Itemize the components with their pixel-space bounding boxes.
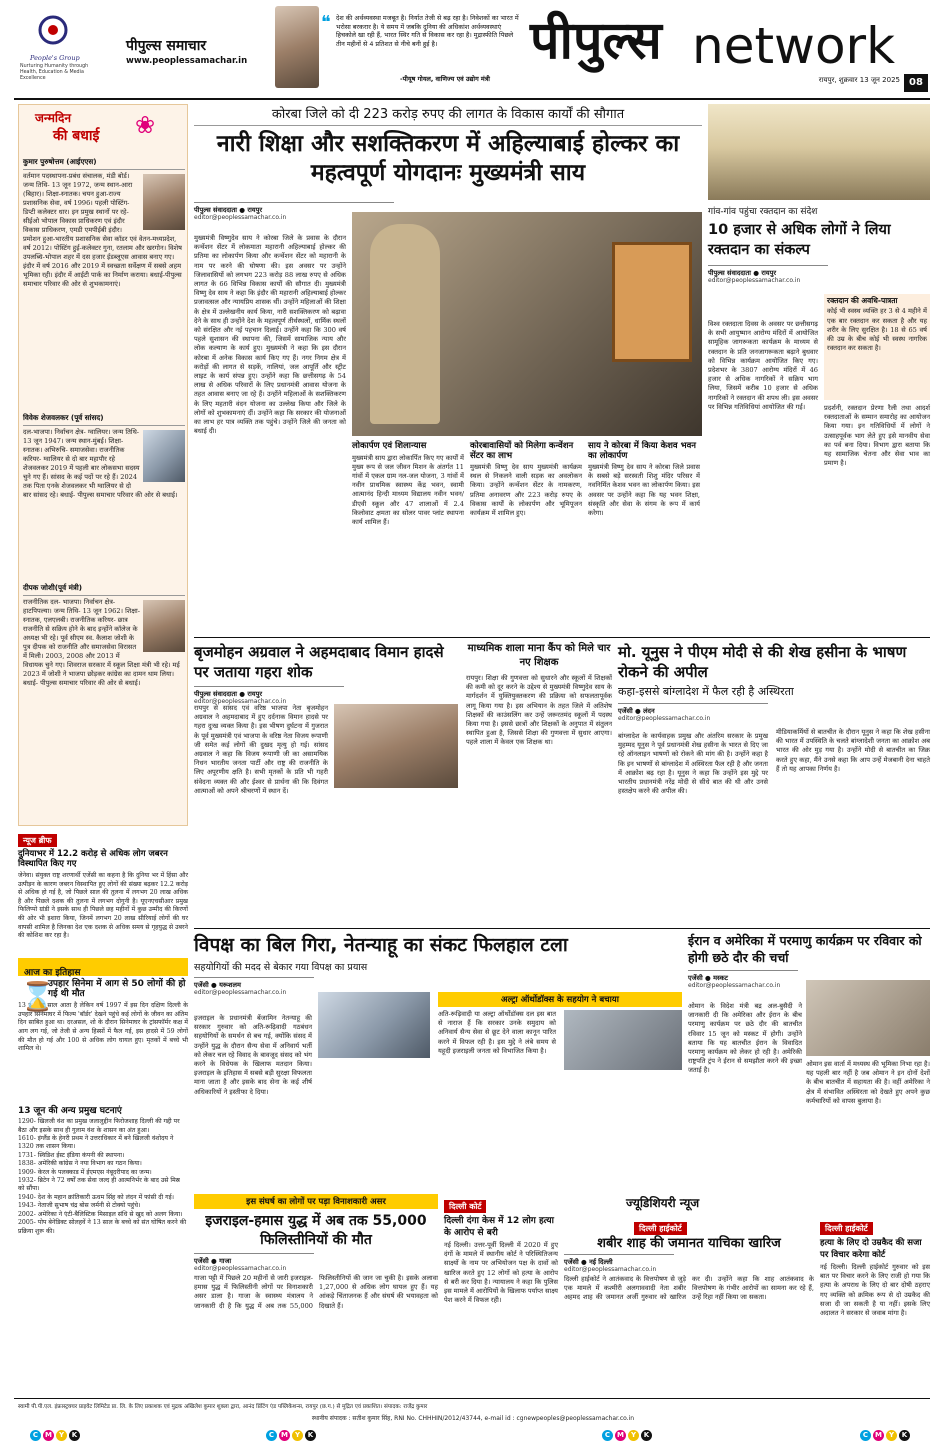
- israel-subhead: अल्ट्रा ऑर्थोडॉक्स के सहयोग ने बचाया: [438, 992, 682, 1007]
- byline-city: गाजा: [219, 1257, 232, 1265]
- court-headline: शबीर शाह की जमानत याचिका खारिज: [597, 1236, 781, 1251]
- quote-author: -पीयूष गोयल, वाणिज्य एवं उद्योग मंत्री: [400, 75, 490, 83]
- sub3-headline: साय ने कोरबा में किया केशव भवन का लोकार्पण: [588, 441, 697, 461]
- israel-kicker: सहयोगियों की मदद से बेकार गया विपक्ष का प्रयास: [194, 962, 368, 973]
- byline-city: रायपुर: [247, 690, 263, 698]
- blood-headline: 10 हजार से अधिक लोगों ने लिया रक्तदान का संकल्प: [708, 222, 891, 258]
- history-event-item: 1932- ब्रिटेन ने 72 वर्षों तक सेवा जल्द ही आत्मनिर्भर के बाद उसे मिस्र को सौंपा।: [18, 1177, 180, 1193]
- byline-name: पीपुल्स संवाददाता: [194, 206, 238, 214]
- blood-kicker: गांव-गांव पहुंचा रक्तदान का संदेश: [708, 207, 818, 217]
- iran-headline: ईरान व अमेरिका में परमाणु कार्यक्रम पर रविवार को होगी छठे दौर की चर्चा: [688, 933, 922, 965]
- birthday-header: [23, 109, 183, 153]
- registration-marks-right: [860, 1430, 910, 1441]
- minister-photo: [275, 6, 319, 88]
- israel-text: इजराइल के प्रधानमंत्री बेंजामिन नेतन्याहू की सरकार गुरुवार को अति-रूढ़िवादी गठबंधन सहयोगियों के समर्थन से बच गई, क्योंकि संसद में उन्होंने युद्ध के दौरान सैन्य सेवा में अनिवार्य भर्ती को लेकर चल रहे विवाद के बावजूद संसद को भंग करने के विधेयक के खिलाफ मतदान किया। इजराइल के इतिहास में सबसे बड़ी सुरक्षा विफलता माना जाता है और इसके बाद सेना के कई शीर्ष अधिकारियों ने इस्तीफा दे दिया।: [194, 1014, 312, 1096]
- byline-city: लंदन: [643, 707, 655, 715]
- minister-quote: देश की अर्थव्यवस्था मजबूत है। निर्यात तेजी से बढ़ रहा है। निवेशकों का भारत में भरोसा बरकरार है। ये समय में जबकि दुनिया की अधिकांश अर्थव्यवस्थाएं हिचकोले खा रही हैं, भारत स्थिर गति से विकास कर रहा है। मुद्रास्फीति पिछले तीन महीनों से 4 प्रतिशत से नीचे बनी हुई है।: [336, 14, 519, 48]
- netanyahu-photo: [318, 992, 430, 1058]
- history-headline: उपहार सिनेमा में आग से 50 लोगों की हो गई थी मौत: [48, 979, 186, 1000]
- israel-byline: एजेंसी ● यरूशलम: [194, 977, 314, 989]
- lead-statue-photo: [352, 212, 702, 436]
- history-event-item: 1940- देश के महान क्रांतिकारी ऊधम सिंह को लंदन में फांसी दी गई।: [18, 1193, 174, 1201]
- black-dot: K: [899, 1430, 910, 1441]
- cyan-dot: C: [860, 1430, 871, 1441]
- statue-shape: [370, 224, 440, 424]
- lead-story: [194, 104, 702, 634]
- masthead-rule: [14, 98, 930, 100]
- group-logo-icon: [36, 14, 70, 54]
- yunus-text-2: मीडियाकर्मियों से बातचीत के दौरान यूनुस ने कहा कि शेख हसीना की भारत में उपस्थिति के चलते बांग्लादेशी जनता का आक्रोश अब भारत की ओर मुड़ गया है। उन्होंने मोदी से बातचीत का जिक्र करते हुए कहा, मैंने उनसे कहा कि आप उन्हें मेजबानी देना चाहते हैं तो यह आपका निर्णय है।: [776, 728, 930, 773]
- balloon-icon: ❀: [135, 111, 156, 139]
- birthday-column: [18, 104, 188, 826]
- yunus-kicker: कहा-इससे बांग्लादेश में फैल रही है अस्थिरता: [618, 685, 794, 698]
- brij-story: [194, 642, 460, 926]
- judiciary-item-3: [820, 1216, 930, 1396]
- history-event-item: 1909- केरल के पलक्काड में ईएमएस नंबूदरीपाद का जन्म।: [18, 1168, 152, 1176]
- person-name: कुमार पुरुषोत्तम (आईएएस): [23, 157, 185, 170]
- blood-box: [824, 294, 930, 400]
- group-logo: [36, 14, 70, 54]
- yunus-byline: एजेंसी ● लंदन: [618, 703, 768, 715]
- magenta-dot: M: [873, 1430, 884, 1441]
- yellow-dot: Y: [886, 1430, 897, 1441]
- sub1-headline: लोकार्पण एवं शिलान्यास: [352, 441, 427, 451]
- judiciary-label: ज्यूडिशियरी न्यूज: [626, 1196, 700, 1210]
- hourglass-icon: ⌛: [20, 980, 55, 1013]
- group-tagline: Nurturing Humanity through Health, Education & Media Excellence: [20, 64, 89, 81]
- blood-photo: [708, 104, 930, 200]
- birthday-header-line1: जन्मदिन: [35, 111, 72, 125]
- magenta-dot: M: [43, 1430, 54, 1441]
- sub1-text: मुख्यमंत्री साय द्वारा लोकार्पित किए गए कार्यों में मुख्य रूप से जल जीवन मिशन के अंतर्गत 11 गांवों में एकल ग्राम नल-जल योजना, 3 गांवों में नवीन प्राथमिक स्वास्थ्य केंद्र भवन, स्वामी आत्मानंद हिन्दी माध्यम विद्यालय नवीन भवन/डीएवी स्कूल और 47 शालाओं में 2.4 किलोवाट क्षमता का सोलर पावर प्लांट स्थापना कार्य शामिल हैं।: [352, 453, 464, 526]
- court-text: दिल्ली हाईकोर्ट ने आतंकवाद के वित्तपोषण से जुड़े एक मामले में कश्मीरी अलगाववादी नेता शबीर अहमद शाह की जमानत अर्जी गुरुवार को खारिज कर दी। उन्होंने कहा कि शाह आतंकवाद के वित्तपोषण के गंभीर आरोपों का सामना कर रहे हैं, उन्हें रिहा नहीं किया जा सकता।: [564, 1274, 814, 1301]
- lead-sub-2: [470, 442, 582, 632]
- footer-rule: [14, 1398, 930, 1399]
- magenta-dot: M: [615, 1430, 626, 1441]
- sub3-text: मुख्यमंत्री विष्णु देव साय ने कोरबा जिले प्रवास के सबसे बड़े सरस्वती शिशु मंदिर परिसर में नवनिर्मित केशव भवन का लोकार्पण किया। इस अवसर पर उन्होंने कहा कि यह भवन शिक्षा, संस्कृति और सेवा के संगम के रूप में कार्य करेगा।: [588, 463, 700, 518]
- news-brief-headline: दुनियाभर में 12.2 करोड़ से अधिक लोग जबरन विस्थापित किए गए: [18, 849, 168, 869]
- paper-name: पीपुल्स समाचार: [126, 38, 207, 54]
- person-bio: वर्तमान पदस्थापना-प्रबंध संचालक, मंडी बोर्ड। जन्म तिथि- 13 जून 1972, जन्म स्थान-आरा (बिहार)। शिक्षा-स्नातक। चयन हुआ-राज्य प्रशासनिक सेवा, वर्ष 1996। पहली पोस्टिंग- डिप्टी कलेक्टर धार। इन प्रमुख स्थानों पर रहे- सीईओ भोपाल विकास प्राधिकरण एवं इंदौर विकास प्राधिकरण, एमडी एमपीईबी इंदौर। प्रमोशन हुआ-भारतीय प्रशासनिक सेवा कॉडर एवं वेतन-मध्यप्रदेश, वर्ष 2012। पोस्टिंग हुई-कलेक्टर गुना, रतलाम और खरगोन। विशेष उपलब्धि-भोपाल शहर में दस हजार ईडब्लूएस आवास बनाए गए। इंदौर में वर्ष 2016 और 2019 में स्वच्छता सर्वेक्षण में सबसे अहम भूमिका रही। इंदौर में आईटी पार्क का निर्माण कराया। बधाई-पीपुल्स समाचार परिवार की ओर से शुभकामनाएं।: [23, 172, 182, 288]
- cyan-dot: C: [30, 1430, 41, 1441]
- byline-name: एजेंसी: [194, 981, 209, 989]
- person-photo: [143, 600, 185, 652]
- blood-box-title: रक्तदान की अवधि-पात्रता: [827, 296, 898, 305]
- rule-mid-2: [194, 928, 930, 929]
- blood-email: editor@peoplessamachar.co.in: [708, 277, 801, 284]
- registration-marks-left: [30, 1430, 80, 1441]
- history-label: आज का इतिहास: [24, 968, 81, 978]
- brij-photo: [334, 704, 458, 788]
- history-event-item: 1610- इंग्लैंड के हेनरी प्रथम ने उत्तराधिकार में बने खिलजी वंशोदय ने 1320 तक शासन किया।: [18, 1135, 174, 1151]
- sub2-headline: कोरबावासियों को मिलेगा कन्वेंशन सेंटर का लाभ: [470, 441, 574, 461]
- judiciary-item-2: [564, 1216, 814, 1396]
- yunus-story: [618, 642, 930, 926]
- history-text: 13 जून हर साल आता है लेकिन वर्ष 1997 में इस दिन दक्षिण दिल्ली के उपहार सिनेमाघर में फिल्म 'बॉर्डर' देखने पहुंचे कई लोगों के जीवन का अंतिम दिन साबित हुआ था। दरअसल, शो के दौरान सिनेमाघर के ट्रांसफॉर्मर कक्ष में आग लग गई, जो तेजी से अन्य हिस्सों में फैल गई, इस हादसे में 59 लोगों की मौत हो गई और 100 से अधिक लोग घायल हुए। मृतकों में बच्चे भी शामिल थे।: [18, 1002, 188, 1053]
- school-headline: माध्यमिक शाला माना कैंप को मिले चार नए शिक्षक: [467, 643, 611, 668]
- israel-side-photo: [564, 1010, 682, 1070]
- lead-byline: पीपुल्स संवाददाता ● रायपुर: [194, 202, 394, 214]
- israel-story: [194, 932, 682, 1190]
- history-event-item: 1731- स्विडिश ईस्ट इंडिया कंपनी की स्थापना।: [18, 1151, 125, 1159]
- cyan-dot: C: [266, 1430, 277, 1441]
- person-photo: [143, 430, 185, 482]
- history-event-item: 1943- नेताजी सुभाष चंद्र बोस जर्मनी से टोक्यो पहुंचे।: [18, 1202, 141, 1210]
- website: www.peoplessamachar.in: [126, 56, 248, 66]
- dateline: रायपुर, शुक्रवार 13 जून 2025: [818, 76, 900, 84]
- court-headline: दिल्ली दंगा केस में 12 लोग हत्या के आरोप से बरी: [444, 1216, 554, 1238]
- iran-email: editor@peoplessamachar.co.in: [688, 982, 781, 989]
- history-events: [18, 1118, 188, 1348]
- footer-line-2: स्थानीय संपादक : सतीश कुमार सिंह, RNI No. CHHHIN/2012/43744, e-mail id : cgnewpeoples@peoplessamachar.co.in: [311, 1415, 635, 1422]
- yunus-text: बांग्लादेश के कार्यवाहक प्रमुख और अंतरिम सरकार के प्रमुख मुहम्मद यूनुस ने पूर्व प्रधानमंत्री शेख हसीना के भारत से दिए जा रहे ऑनलाइन भाषणों को रोकने की मांग की है। उन्होंने कहा है कि इन भाषणों से बांग्लादेश में अस्थिरता फैल रही है और जनता में आक्रोश बढ़ रहा है। यूनुस ने कहा कि उन्होंने इस मुद्दे पर भारतीय प्रधानमंत्री नरेंद्र मोदी से सीधे बात की थी और उनसे हस्तक्षेप करने की अपील की।: [618, 732, 768, 796]
- court-label: दिल्ली हाईकोर्ट: [820, 1222, 873, 1235]
- cyan-dot: C: [602, 1430, 613, 1441]
- iran-text-2: ओमान इस वार्ता में मध्यस्थ की भूमिका निभा रहा है। यह पहली बार नहीं है जब ओमान ने इन दोनों देशों के बीच बातचीत में सहायता की है। वहीं अमेरिका ने क्षेत्र में संभावित अस्थिरता को देखते हुए अपने कुछ कर्मचारियों को वापस बुलाया है।: [806, 1060, 930, 1105]
- blood-story: [708, 104, 930, 634]
- blood-byline: पीपुल्स संवाददाता ● रायपुर: [708, 265, 828, 277]
- school-text: रायपुर। शिक्षा की गुणवत्ता को सुधारने और स्कूलों में शिक्षकों की कमी को दूर करने के उद्देश्य से मुख्यमंत्री विष्णुदेव साय के मार्गदर्शन में युक्तियुक्तकरण की प्रक्रिया को सफलतापूर्वक लागू किया गया है। इस अभियान के तहत जिले में अतिशेष शिक्षकों की काउंसलिंग कर उन्हें जरूरतमंद स्कूलों में पदस्थ किया गया है। इससे छात्रों और शिक्षकों के अनुपात में संतुलन स्थापित हुआ है, जिससे शिक्षा की गुणवत्ता में सुधार आएगा। पहले शाला में केवल एक शिक्षक था।: [466, 674, 612, 747]
- byline-city: रायपुर: [761, 269, 777, 277]
- gaza-email: editor@peoplessamachar.co.in: [194, 1265, 287, 1272]
- black-dot: K: [641, 1430, 652, 1441]
- quote-mark-icon: ❝: [321, 12, 331, 33]
- black-dot: K: [305, 1430, 316, 1441]
- news-brief: [18, 828, 188, 948]
- court-byline: एजेंसी ● नई दिल्ली: [564, 1254, 674, 1266]
- lead-email: editor@peoplessamachar.co.in: [194, 214, 287, 221]
- network-title-hindi: पीपुल्स: [530, 11, 662, 71]
- history-box: [18, 958, 188, 1235]
- history-event-item: 1290- खिलजी वंश का प्रमुख जलालुद्दीन फिरोजशाह दिल्ली की गद्दी पर बैठा और इसके साथ ही गुलाम वंश के शासन का अंत हुआ।: [18, 1118, 180, 1134]
- iran-text: ओमान के विदेश मंत्री बद्र अल-बुसैदी ने जानकारी दी कि अमेरिका और ईरान के बीच परमाणु कार्यक्रम पर छठे दौर की बातचीत रविवार 15 जून को मस्कट में होगी। उन्होंने बताया कि यह बातचीत ईरान के विवादित परमाणु कार्यक्रम को लेकर हो रही है। अमेरिकी राष्ट्रपति ट्रंप ने ईरान से समझौता करने की इच्छा जताई है।: [688, 1002, 802, 1075]
- gaza-story: [194, 1194, 438, 1396]
- iran-byline: एजेंसी ● मस्कट: [688, 970, 798, 982]
- history-event-item: 2005- पोप बेनेडिक्ट सोलहवें ने 13 साल के बच्चे को संत घोषित करने की प्रक्रिया शुरू की।: [18, 1219, 187, 1235]
- gaza-headline: इजराइल-हमास युद्ध में अब तक 55,000 फिलिस्तीनियों की मौत: [205, 1213, 427, 1248]
- court-label: दिल्ली कोर्ट: [444, 1200, 486, 1213]
- group-name: People's Group: [30, 54, 80, 62]
- hall-painting: [612, 242, 692, 362]
- birthday-person-3: [23, 583, 185, 795]
- person-bio: राजनीतिक दल- भाजपा। निर्वाचन क्षेत्र-हाटपिपल्या। जन्म तिथि- 13 जून 1962। शिक्षा- स्नातक, एलएलबी। राजनीतिक करियर- छात्र राजनीति से सक्रिय होने के बाद इन्होंने कॉलेज के अध्यक्ष भी रहे। पूर्व सीएम स्व. कैलाश जोशी के पुत्र दीपक को राजनीति और समाजसेवा विरासत में मिली। 2003, 2008 और 2013 में विधायक चुने गए। शिवराज सरकार में स्कूल शिक्षा मंत्री भी रहे। मई 2023 में जोशी ने भाजपा छोड़कर कांग्रेस का दामन थाम लिया। बधाई- पीपुल्स समाचार परिवार की ओर से बधाई।: [23, 598, 180, 687]
- byline-name: पीपुल्स संवाददाता: [194, 690, 238, 698]
- blood-box-text: कोई भी स्वस्थ व्यक्ति हर 3 से 4 महीने में एक बार रक्तदान कर सकता है और यह शरीर के लिए सुरक्षित है। 18 से 65 वर्ष की उम्र के बीच कोई भी स्वस्थ नागरिक रक्तदान कर सकता है।: [827, 307, 927, 353]
- sub2-text: मुख्यमंत्री विष्णु देव साय मुख्यमंत्री कार्यक्रम स्थल से निकलने वाली सड़क का अवलोकन किया। उन्होंने कन्वेंशन सेंटर के नामकरण, प्रतिमा अनावरण और 223 करोड़ रुपए के विकास कार्यों के लोकार्पण और भूमिपूजन कार्यक्रम में शामिल हुए।: [470, 463, 582, 518]
- byline-city: यरूशलम: [219, 981, 241, 989]
- registration-marks-mid-left: [266, 1430, 316, 1441]
- byline-name: एजेंसी: [688, 974, 703, 982]
- news-brief-label: न्यूज ब्रीफ: [18, 834, 57, 847]
- judiciary-item-1: [444, 1194, 558, 1396]
- brij-email: editor@peoplessamachar.co.in: [194, 698, 287, 705]
- black-dot: K: [69, 1430, 80, 1441]
- brij-headline: बृजमोहन अग्रवाल ने अहमदाबाद विमान हादसे पर जताया गहरा शोक: [194, 643, 444, 681]
- lead-sub-3: [588, 442, 700, 632]
- byline-name: पीपुल्स संवाददाता: [708, 269, 752, 277]
- person-bio: दल-भाजपा। निर्वाचन क्षेत्र- ग्वालियर। जन्म तिथि- 13 जून 1947। जन्म स्थान-मुंबई। शिक्षा- स्नातक। अभिरुचि- समाजसेवा। राजनीतिक करियर- ग्वालियर से दो बार महापौर रहे शेजवलकर 2019 में पहली बार लोकसभा सदस्य चुने गए हैं। सांसद के कई पदों पर रहे हैं। 2024 तक पिता एनके शेजवलकर भी ग्वालियर से दो बार सांसद रहे। बधाई- पीपुल्स समाचार परिवार की ओर से बधाई।: [23, 428, 178, 499]
- yunus-headline: मो. यूनुस ने पीएम मोदी से की शेख हसीना के भाषण रोकने की अपील: [618, 643, 907, 681]
- iran-story: [688, 932, 930, 1190]
- gaza-text: गाजा पट्टी में पिछले 20 महीनों से जारी इजराइल-हमास युद्ध में फिलिस्तीनी लोगों पर विनाशकारी असर डाला है। गाजा के स्वास्थ्य मंत्रालय ने जानकारी दी है कि युद्ध में अब तक 55,000 फिलिस्तीनियों की जान जा चुकी है। इसके अलावा 1,27,000 से अधिक लोग घायल हुए हैं। यह आंकड़े चिंताजनक हैं और संघर्ष की भयावहता को दिखाते हैं।: [194, 1274, 438, 1310]
- israel-headline: विपक्ष का बिल गिरा, नेतन्याहू का संकट फिलहाल टला: [194, 934, 568, 956]
- gaza-byline: एजेंसी ● गाजा: [194, 1253, 314, 1265]
- person-photo: [143, 174, 185, 230]
- registration-marks-mid-right: [602, 1430, 652, 1441]
- brij-byline: पीपुल्स संवाददाता ● रायपुर: [194, 686, 344, 698]
- blood-text: विश्व रक्तदाता दिवस के अवसर पर छत्तीसगढ़ के सभी आयुष्मान आरोग्य मंदिरों में आयोजित सामूहिक जागरूकता कार्यक्रम के माध्यम से रक्तदान के प्रति जनजागरूकता बढ़ाने बुधवार को विभिन्न कार्यक्रम आयोजित किए गए। प्रदेशभर के 3807 आरोग्य मंदिरों में 46 हजार से अधिक नागरिकों ने सक्रिय भाग लिया, जिसमें करीब 10 हजार से अधिक नागरिकों ने रक्तदान की शपथ ली। इस अवसर पर विभिन्न गतिविधियां आयोजित की गईं।: [708, 320, 818, 411]
- history-event-item: 2002- अमेरिका ने एंटी-बैलिस्टिक मिसाइल संधि से खुद को अलग किया।: [18, 1210, 183, 1218]
- person-name: दीपक जोशी(पूर्व मंत्री): [23, 583, 185, 596]
- page-number: 08: [904, 74, 928, 92]
- court-label: दिल्ली हाईकोर्ट: [634, 1222, 687, 1235]
- lead-sub-1: [352, 442, 464, 632]
- judiciary-section: [444, 1194, 930, 1396]
- blood-text-2: प्रदर्शनी, रक्तदान प्रेरणा रैली तथा आदर्श रक्तदाताओं के सम्मान समारोह का आयोजन किया गया। इन गतिविधियों में लोगों ने उत्साहपूर्वक भाग लेते हुए इसे मानवीय सेवा का पर्व बना दिया। विभाग द्वारा बताया कि यह सामाजिक चेतना और सेवा भाव का प्रमाण है।: [824, 404, 930, 468]
- person-name: विवेक शेजवलकर (पूर्व सांसद): [23, 413, 185, 426]
- byline-city: रायपुर: [247, 206, 263, 214]
- yellow-dot: Y: [628, 1430, 639, 1441]
- brij-text: रायपुर से सांसद एवं वरिष्ठ भाजपा नेता बृजमोहन अग्रवाल ने अहमदाबाद में हुए दर्दनाक विमान हादसे पर गहरा दुःख व्यक्त किया है। इस भीषण दुर्घटना में गुजरात के पूर्व मुख्यमंत्री एवं भाजपा के वरिष्ठ नेता विजय रूपाणी जी समेत कई लोगों की दुखद मृत्यु हो गई। सांसद अग्रवाल ने कहा कि विजय रूपाणी जी का असामयिक निधन भारतीय जनता पार्टी और राष्ट्र की राजनीति के लिए अपूरणीय क्षति है। सभी मृतकों के प्रति भी गहरी संवेदना व्यक्त की और ईश्वर से प्रार्थना की कि दिवंगत आत्माओं को अपने श्रीचरणों में स्थान दें।: [194, 704, 328, 795]
- lead-kicker: कोरबा जिले को दी 223 करोड़ रुपए की लागत के विकास कार्यों की सौगात: [194, 104, 702, 126]
- yellow-dot: Y: [56, 1430, 67, 1441]
- history-list-title: 13 जून की अन्य प्रमुख घटनाएं: [18, 1106, 122, 1117]
- court-text: नई दिल्ली। उत्तर-पूर्वी दिल्ली में 2020 में हुए दंगों के मामले में स्थानीय कोर्ट ने परिस्थितिजन्य साक्ष्यों के नाम पर अभियोजन पक्ष के दावों को खारिज करते हुए 12 लोगों को हत्या के आरोप से बरी कर दिया है। न्यायालय ने कहा कि पुलिस इस मामले में आरोपियों के खिलाफ पर्याप्त साक्ष्य पेश करने में विफल रही।: [444, 1241, 558, 1305]
- israel-email: editor@peoplessamachar.co.in: [194, 989, 287, 996]
- history-label-bar: [18, 958, 188, 976]
- byline-name: एजेंसी: [618, 707, 633, 715]
- network-title-eng: network: [692, 17, 896, 75]
- footer-line-1: स्वामी पी.पी.एल. इंफ्रास्ट्रक्चर प्राइवेट लिमिटेड प्रा. लि. के लिए प्रकाशक एवं मुद्रक अखिलेश कुमार शुक्ला द्वारा, आनंद प्रिंटिंग एंड पब्लिकेशन्स, रायपुर (छ.ग.) से मुद्रित एवं प्रकाशित। संपादक: राजेंद्र कुमार: [18, 1404, 428, 1410]
- court-email: editor@peoplessamachar.co.in: [564, 1265, 657, 1273]
- gaza-kicker: इस संघर्ष का लोगों पर पड़ा विनाशकारी असर: [194, 1194, 438, 1209]
- magenta-dot: M: [279, 1430, 290, 1441]
- byline-name: एजेंसी: [194, 1257, 209, 1265]
- lead-col-1: मुख्यमंत्री विष्णुदेव साय ने कोरबा जिले के प्रवास के दौरान कन्वेंशन सेंटर में लोकमाता महारानी अहिल्याबाई होल्कर की प्रतिमा का लोकार्पण किया और कन्वेंशन सेंटर को महारानी के नाम पर करने की घोषणा की। इस अवसर पर उन्होंने जिलावासियों को लगभग 223 करोड़ 88 लाख रुपए से अधिक लागत के 66 विभिन्न विकास कार्यों की सौगात दी। मुख्यमंत्री विष्णु देव साय ने कहा कि इंदौर की महारानी अहिल्याबाई होल्कर प्रजावत्सल और न्यायप्रिय शासक थीं। उन्होंने महिलाओं की शिक्षा के क्षेत्र में उल्लेखनीय कार्य किया, नारी सशक्तिकरण को बढ़ावा देने के साथ ही उन्होंने देश के महत्वपूर्ण तीर्थस्थलों, धार्मिक स्थलों को संरक्षित और नई पहचान दिलाई। उन्होंने कहा कि 300 वर्ष पहले सुशासन की स्थापना की, जिसमें सामाजिक न्याय और लोक कल्याण के कार्य हुए। मुख्यमंत्री ने कहा कि इस दौरान कोरबा में अनेक विकास कार्य किए गए हैं। नगर निगम क्षेत्र में करोड़ों की लागत से सड़कें, नालियां, जल आपूर्ति और स्ट्रीट लाइट के कार्य संपन्न हुए। उन्होंने कहा कि छत्तीसगढ़ के 54 लाख से अधिक परिवारों के लिए प्रधानमंत्री आवास योजना के तहत आवास बनाए जा रहे हैं। उन्होंने महिलाओं के सशक्तिकरण के लिए महतारी वंदन योजना का उल्लेख किया और जिले के लोगों को शुभकामनाएं दीं। उन्होंने कहा कि सरकार की योजनाओं का लाभ हर पात्र व्यक्ति तक पहुंचे। उन्होंने जिले की जनता को बधाई दी।: [194, 234, 346, 436]
- masthead: [0, 0, 945, 98]
- court-text: नई दिल्ली। दिल्ली हाईकोर्ट गुरुवार को इस बात पर विचार करने के लिए राजी हो गया कि हत्या के अपराध के लिए दो बार दोषी ठहराए गए व्यक्ति को क्रमिक रूप से दो उम्रकैद की सजा दी जा सकती है या नहीं। इसके लिए अदालत ने सरकार से जवाब मांगा है।: [820, 1263, 930, 1318]
- yunus-email: editor@peoplessamachar.co.in: [618, 715, 711, 722]
- birthday-person-1: [23, 157, 185, 409]
- byline-city: नई दिल्ली: [589, 1257, 613, 1266]
- court-headline: हत्या के लिए दो उम्रकैद की सजा पर विचार करेगा कोर्ट: [820, 1238, 922, 1260]
- history-event-item: 1838- अमेरिकी कांग्रेस ने नया विभाग का गठन किया।: [18, 1160, 142, 1168]
- lead-headline: नारी शिक्षा और सशक्तिकरण में अहिल्याबाई होल्कर का महत्वपूर्ण योगदानः मुख्यमंत्री साय: [216, 131, 680, 186]
- byline-name: एजेंसी: [564, 1257, 579, 1266]
- birthday-header-line2: की बधाई: [53, 128, 100, 144]
- rule-mid-1: [194, 637, 930, 638]
- birthday-person-2: [23, 413, 185, 581]
- school-story: [466, 642, 612, 926]
- yellow-dot: Y: [292, 1430, 303, 1441]
- news-brief-text: जेनेवा। संयुक्त राष्ट्र शरणार्थी एजेंसी का कहना है कि दुनिया भर में हिंसा और उत्पीड़न के कारण जबरन विस्थापित हुए लोगों की संख्या बढ़कर 12.2 करोड़ से अधिक हो गई है, जो पिछले साल की तुलना में लगभग 20 लाख अधिक है और पिछले दशक की तुलना में लगभग दोगुनी है। यूएनएचसीआर प्रमुख फिलिप्पो ग्रांडी ने इसके साथ ही पिछले छह महीनों में कुछ उम्मीद की किरणों की ओर भी इशारा किया, जिनमें लगभग 20 लाख सीरियाई लोगों की घर वापसी शामिल है जिनका देश एक दशक से अधिक समय से गृहयुद्ध से उबरने की कोशिश कर रहा है।: [18, 872, 188, 940]
- iran-photo: [806, 980, 930, 1056]
- israel-text-2: अति-रूढ़िवादी या अल्ट्रा ऑर्थोडॉक्स दल इस बात से नाराज हैं कि सरकार उनके समुदाय को अनिवार्य सैन्य सेवा से छूट देने वाला कानून पारित करने में विफल रही है। इस मुद्दे ने लंबे समय से यहूदी इजराइली जनता को विभाजित किया है।: [438, 1010, 556, 1055]
- byline-city: मस्कट: [713, 974, 728, 982]
